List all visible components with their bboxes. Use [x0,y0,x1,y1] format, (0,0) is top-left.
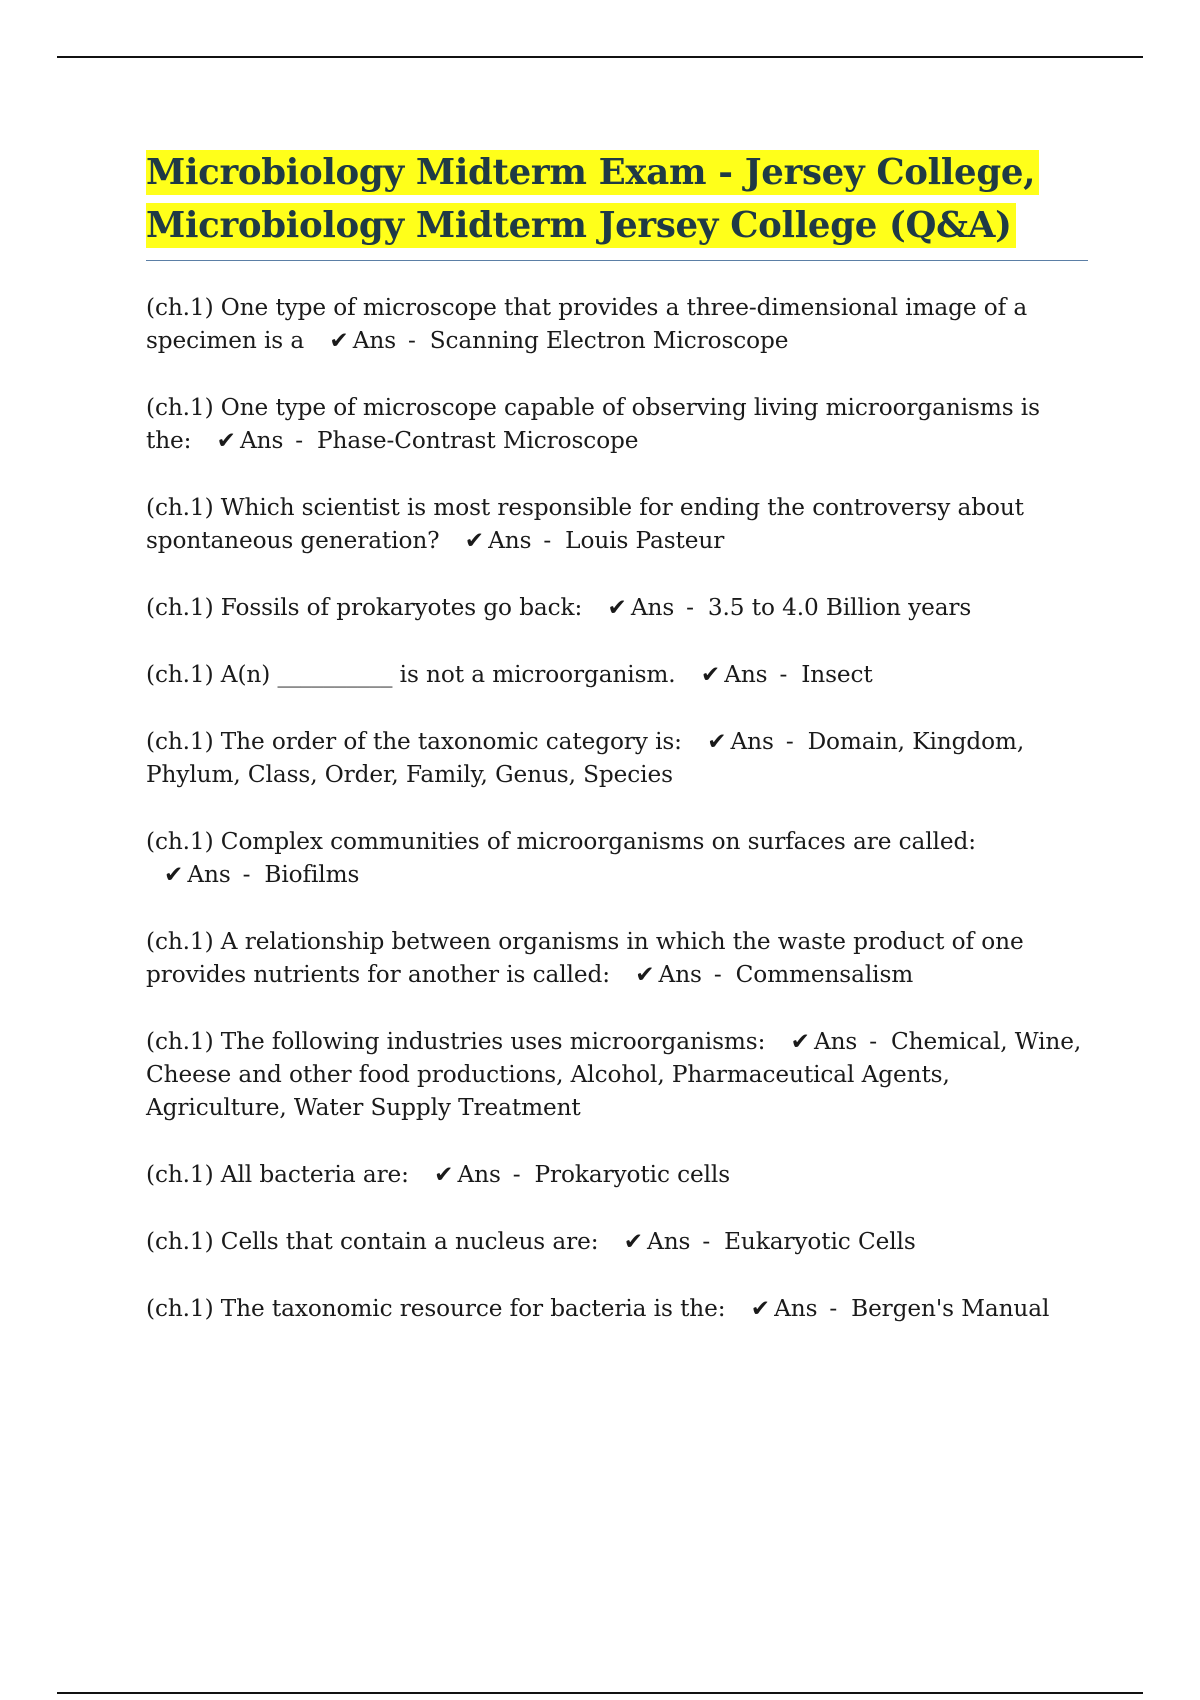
page-top-rule [57,56,1143,58]
answer-separator: - [686,594,694,621]
checkmark-icon: ✔ [329,327,349,354]
answer-label: Ans [813,1028,858,1055]
answer-text: Eukaryotic Cells [724,1228,916,1255]
title-line-1: Microbiology Midterm Exam - Jersey College, [146,150,1039,195]
qa-item [146,1225,1086,1258]
answer-label: Ans [240,427,284,454]
answer-separator: - [702,1228,711,1255]
answer-label: Ans [774,1295,818,1322]
qa-item [146,1158,1086,1191]
answer-label: Ans [488,527,532,554]
document-body [146,146,1086,1359]
qa-item [146,925,1086,991]
answer-label: Ans [187,861,231,888]
checkmark-icon: ✔ [607,594,627,621]
answer-text: Louis Pasteur [565,527,725,554]
answer-text: Prokaryotic cells [534,1161,731,1188]
title-line-2: Microbiology Midterm Jersey College (Q&A) [146,203,1016,248]
answer-separator: - [785,728,794,755]
checkmark-icon: ✔ [623,1228,644,1255]
checkmark-icon: ✔ [707,728,727,755]
answer-text: Biofilms [264,861,360,888]
answer-text: Chemical, Wine, Cheese and other food productions, Alcohol, Pharmaceutical Agents, Agriculture, Water Supply Treatment [146,1028,1082,1121]
answer-label: Ans [658,961,702,988]
answer-text: Domain, Kingdom, Phylum, Class, Order, Family, Genus, Species [146,728,1025,788]
answer-label: Ans [647,1228,691,1255]
answer-text: Bergen's Manual [851,1295,1050,1322]
checkmark-icon: ✔ [750,1295,771,1322]
answer-separator: - [295,427,304,454]
qa-item [146,725,1086,791]
qa-item [146,658,1086,691]
qa-item [146,291,1086,357]
question-text: (ch.1) The order of the taxonomic category is: [146,728,682,755]
question-text: (ch.1) A relationship between organisms in which the waste product of one provides nutrients for another is called: [146,928,1024,988]
qa-item [146,1292,1086,1325]
answer-label: Ans [730,728,774,755]
answer-text: 3.5 to 4.0 Billion years [707,594,972,621]
question-text: (ch.1) A(n) __________ is not a microorganism. [146,661,676,688]
answer-separator: - [829,1295,838,1322]
checkmark-icon: ✔ [790,1028,810,1055]
question-text: (ch.1) Which scientist is most responsible for ending the controversy about spontaneous generation? [146,494,1024,554]
qa-item [146,1025,1086,1124]
checkmark-icon: ✔ [464,527,485,554]
answer-text: Insect [801,661,873,688]
answer-separator: - [512,1161,521,1188]
checkmark-icon: ✔ [164,861,184,888]
answer-separator: - [543,527,552,554]
answer-label: Ans [457,1161,501,1188]
checkmark-icon: ✔ [635,961,655,988]
title-divider [146,260,1088,261]
question-text: (ch.1) The following industries uses microorganisms: [146,1028,766,1055]
question-text: (ch.1) Fossils of prokaryotes go back: [146,594,583,621]
question-text: (ch.1) All bacteria are: [146,1161,409,1188]
answer-text: Phase-Contrast Microscope [317,427,639,454]
question-text: (ch.1) One type of microscope capable of observing living microorganisms is the: [146,394,1040,454]
answer-label: Ans [724,661,768,688]
document-title [146,146,1086,252]
page-bottom-rule [57,1692,1143,1694]
qa-item [146,591,1086,624]
answer-separator: - [779,661,788,688]
qa-list [146,291,1086,1325]
answer-separator: - [869,1028,877,1055]
question-text: (ch.1) One type of microscope that provides a three-dimensional image of a specimen is a [146,294,1028,354]
qa-item [146,391,1086,457]
answer-label: Ans [630,594,675,621]
checkmark-icon: ✔ [700,661,721,688]
qa-item [146,825,1086,891]
question-text: (ch.1) Complex communities of microorganisms on surfaces are called: [146,828,976,855]
qa-item [146,491,1086,557]
checkmark-icon: ✔ [434,1161,454,1188]
question-text: (ch.1) The taxonomic resource for bacteria is the: [146,1295,726,1322]
answer-text: Scanning Electron Microscope [429,327,789,354]
answer-separator: - [408,327,416,354]
answer-separator: - [713,961,722,988]
answer-separator: - [242,861,251,888]
answer-text: Commensalism [735,961,914,988]
checkmark-icon: ✔ [216,427,237,454]
answer-label: Ans [352,327,396,354]
question-text: (ch.1) Cells that contain a nucleus are: [146,1228,599,1255]
